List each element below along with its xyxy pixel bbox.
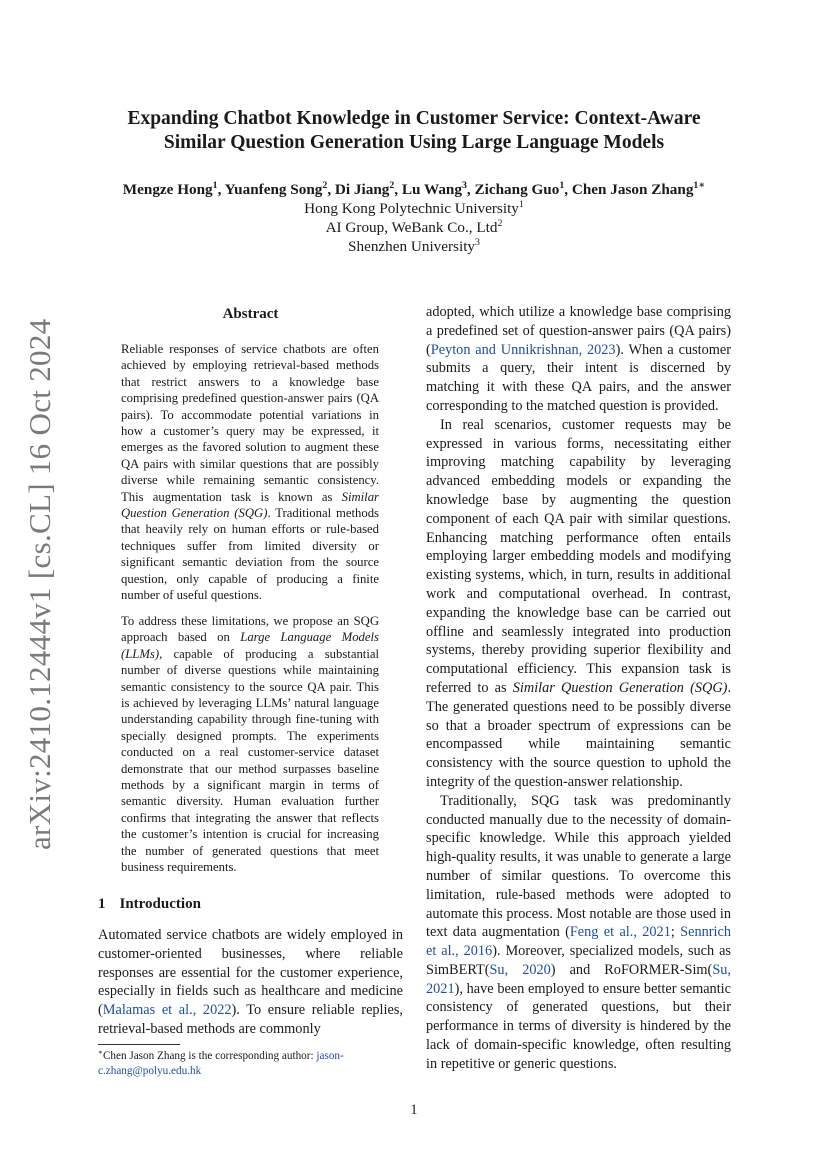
citation-link[interactable]: Sennrich et al., 2016: [426, 924, 731, 960]
affiliation: AI Group, WeBank Co., Ltd$^2$: [325, 217, 503, 236]
email-link[interactable]: jason-c.zhang@polyu.edu.hk: [98, 1050, 344, 1077]
author: Chen Jason Zhang$^{1∗}$: [571, 179, 706, 198]
author: Mengze Hong$^1$,: [122, 179, 225, 198]
abstract-paragraph-1: Reliable responses of service chatbots are often achieved by employing retrieval-based methods that restrict answers to a knowledge base comprising predefined question-answer pairs (QA pairs). To accommodate potential variations in how a customer’s query may be expressed, it emerges as the favored solution to augment these QA pairs with similar questions that are possibly diverse while remaining semantic consistency. This augmentation task is known as Similar Question Generation (SQG). Traditional methods that heavily rely on human efforts or rule-based techniques suffer from limited diversity or significant semantic deviation from the source question, only capable of producing a finite number of useful questions.: [121, 342, 379, 603]
citation-link[interactable]: Su, 2020: [489, 961, 551, 978]
intro-paragraph-1: Automated service chatbots are widely employed in customer-oriented businesses, where reliable responses are essential for the customer experience, especially in fields such as healthcare and medicine (Malamas et al., 2022). To ensure reliable replies, retrieval-based methods are commonly: [98, 927, 403, 1037]
footnote: ∗Chen Jason Zhang is the corresponding author: jason-c.zhang@polyu.edu.hk: [98, 1048, 344, 1077]
citation-link[interactable]: Malamas et al., 2022: [102, 1002, 232, 1019]
abstract-heading: Abstract: [222, 306, 279, 322]
right-paragraph-1: adopted, which utilize a knowledge base comprising a predefined set of question-answer pairs (QA pairs) (Peyton and Unnikrishnan, 2023). When a customer submits a query, their intent is discerned by matching it with these QA pairs, and the answer corresponding to the matched question is provided.: [426, 304, 731, 414]
right-column: [426, 303, 731, 1074]
affiliation: Hong Kong Polytechnic University$^1$: [304, 198, 524, 217]
abstract-paragraph-2: To address these limitations, we propose an SQG approach based on Large Language Models (LLMs), capable of producing a substantial number of diverse questions while maintaining semantic consistency to the source QA pair. This is achieved by leveraging LLMs’ natural language understanding capability through fine-tuning with specially designed prompts. The experiments conducted on a real customer-service dataset demonstrate that our method surpasses baseline methods by a significant margin in terms of semantic diversity. Human evaluation further confirms that integrating the answer that reflects the customer’s intention is crucial for increasing the number of generated questions that meet business requirements.: [121, 614, 379, 875]
citation-link[interactable]: Peyton and Unnikrishnan, 2023: [430, 341, 616, 358]
citation-link[interactable]: Su, 2021: [426, 961, 731, 997]
title-line-2: Similar Question Generation Using Large Language Models: [163, 132, 665, 153]
page-number: 1: [410, 1102, 418, 1118]
affiliation: Shenzhen University$^3$: [348, 236, 480, 255]
author: Di Jiang$^2$,: [334, 179, 402, 198]
author-list: [40, 180, 788, 200]
right-paragraph-2: In real scenarios, customer requests may be expressed in various forms, necessitating either improving matching capability by leveraging advanced embedding models or expanding the knowledge base by augmenting the question component of each QA pair with similar questions. Enhancing matching performance often entails employing larger embedding models and modifying existing systems, which, in turn, results in additional work and computational overhead. In contrast, expanding the knowledge base can be carried out offline and seamlessly integrated into production systems, thereby providing superior flexibility and computational efficiency. This expansion task is referred to as Similar Question Generation (SQG). The generated questions need to be possibly diverse so that a broader spectrum of expressions can be encompassed while maintaining semantic consistency with the source question to uphold the integrity of the question-answer relationship.: [426, 416, 732, 790]
author: Zichang Guo$^1$,: [474, 179, 572, 198]
right-paragraph-3: Traditionally, SQG task was predominantly conducted manually due to the necessity of domain-specific knowledge. While this approach yielded high-quality results, it was unable to generate a large number of similar questions. To overcome this limitation, rule-based methods were adopted to automate this process. Most notable are those used in text data augmentation (Feng et al., 2021; Sennrich et al., 2016). Moreover, specialized models, such as SimBERT(Su, 2020) and RoFORMER-Sim(Su, 2021), have been employed to ensure better semantic consistency of generated questions, but their performance in terms of diversity is hindered by the lack of domain-specific knowledge, often resulting in repetitive or generic questions.: [426, 792, 731, 1072]
author: Lu Wang$^3$,: [401, 179, 475, 198]
author: Yuanfeng Song$^2$,: [224, 179, 335, 198]
citation-link[interactable]: Feng et al., 2021: [569, 924, 671, 941]
paper-title: [60, 107, 768, 155]
arxiv-stamp: arXiv:2410.12444v1 [cs.CL] 16 Oct 2024: [22, 318, 57, 850]
section-heading-introduction: 1 Introduction: [98, 896, 201, 912]
footnote-rule: [98, 1044, 180, 1045]
title-line-1: Expanding Chatbot Knowledge in Customer Service: Context-Aware: [127, 108, 701, 129]
